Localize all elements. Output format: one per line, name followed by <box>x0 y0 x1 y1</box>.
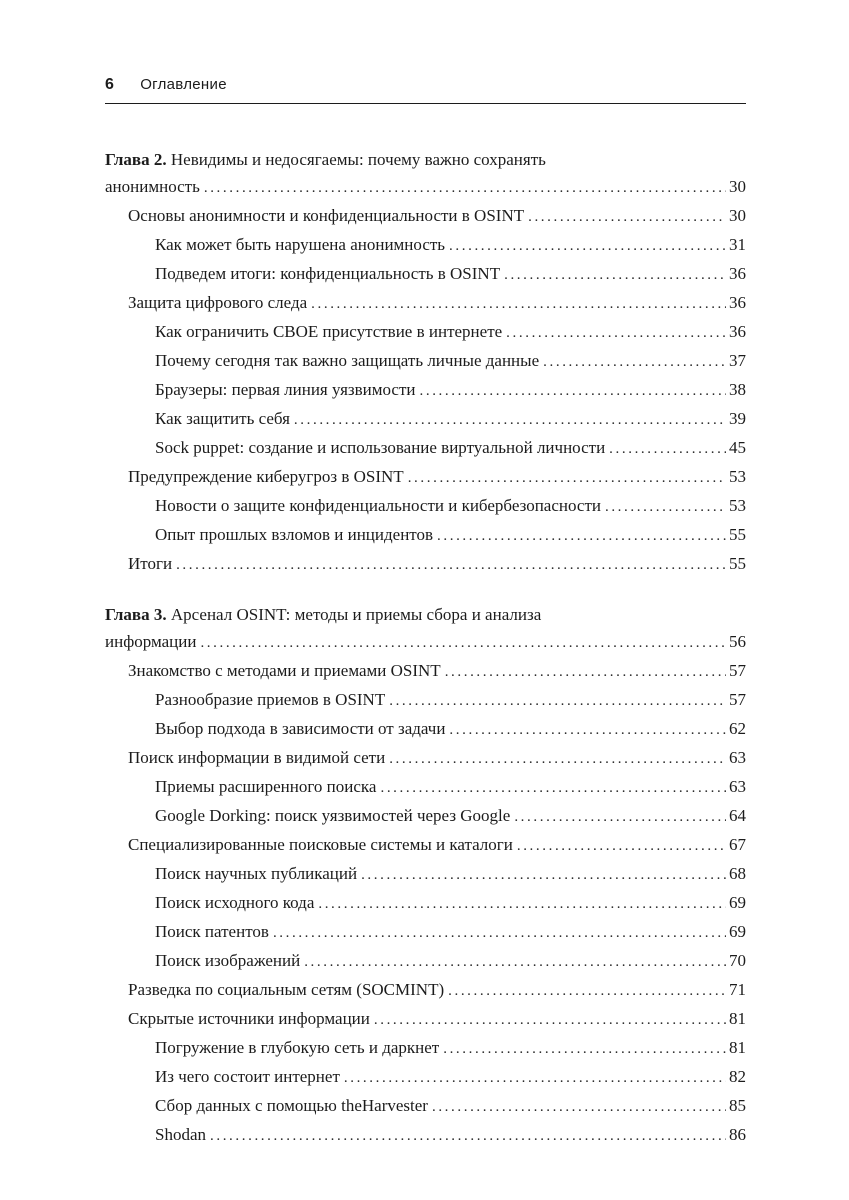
dot-leader <box>176 550 726 579</box>
dot-leader <box>210 1121 726 1150</box>
toc-entry-page: 30 <box>729 206 746 225</box>
dot-leader <box>374 1005 726 1034</box>
dot-leader <box>311 289 726 318</box>
toc-entry-text: Опыт прошлых взломов и инцидентов <box>155 525 434 544</box>
chapter-page-number: 30 <box>729 177 746 196</box>
toc-entry-page: 36 <box>729 264 746 283</box>
toc-entry-page: 63 <box>729 777 746 796</box>
toc-entry-page: 55 <box>729 525 746 544</box>
toc-entry <box>105 918 746 947</box>
toc-entry-text: Основы анонимности и конфиденциальности в OSINT <box>128 206 525 225</box>
toc-entry-text: Специализированные поисковые системы и каталоги <box>128 835 513 854</box>
toc-entry-text: Погружение в глубокую сеть и даркнет <box>155 1038 440 1057</box>
toc-entry-text: Приемы расширенного поиска <box>155 777 377 796</box>
dot-leader <box>204 173 726 202</box>
toc-entry <box>105 463 746 492</box>
toc-entry-text: Защита цифрового следа <box>128 293 308 312</box>
dot-leader <box>389 744 726 773</box>
toc-entry-page: 57 <box>729 661 746 680</box>
toc-entry <box>105 289 746 318</box>
chapter-entry-line <box>105 628 746 657</box>
dot-leader <box>445 657 726 686</box>
toc-entry-text: Из чего состоит интернет <box>155 1067 340 1086</box>
toc-entry <box>105 1005 746 1034</box>
dot-leader <box>449 715 726 744</box>
dot-leader <box>420 376 727 405</box>
toc-entry-page: 71 <box>729 980 746 999</box>
running-head-title: Оглавление <box>140 76 227 93</box>
toc-entry-page: 82 <box>729 1067 746 1086</box>
toc-entry <box>105 434 746 463</box>
toc-entry-page: 53 <box>729 496 746 515</box>
toc-entry <box>105 976 746 1005</box>
chapter-label: Глава 3. <box>105 605 167 624</box>
toc-entry-page: 31 <box>729 235 746 254</box>
dot-leader <box>380 773 726 802</box>
toc-entry <box>105 231 746 260</box>
dot-leader <box>528 202 726 231</box>
toc-entry-text: Поиск научных публикаций <box>155 864 358 883</box>
toc-entry <box>105 947 746 976</box>
toc-entry-text: Почему сегодня так важно защищать личные данные <box>155 351 540 370</box>
chapter-entry-line <box>105 173 746 202</box>
toc-entry-text: Google Dorking: поиск уязвимостей через Google <box>155 806 511 825</box>
toc-entry <box>105 260 746 289</box>
toc-entry-page: 39 <box>729 409 746 428</box>
toc-entry <box>105 715 746 744</box>
toc-entry-page: 36 <box>729 293 746 312</box>
toc-entry-text: Поиск информации в видимой сети <box>128 748 386 767</box>
toc-entry-text: Поиск патентов <box>155 922 269 941</box>
toc-entry <box>105 376 746 405</box>
toc-entry-text: Сбор данных с помощью theHarvester <box>155 1096 428 1115</box>
toc-entry-text: Поиск исходного кода <box>155 893 315 912</box>
toc-entry-page: 45 <box>729 438 746 457</box>
dot-leader <box>506 318 726 347</box>
toc-entry <box>105 1092 746 1121</box>
toc-entry-page: 55 <box>729 554 746 573</box>
chapter-title-text: анонимность <box>105 177 200 196</box>
dot-leader <box>517 831 726 860</box>
toc-entry <box>105 889 746 918</box>
chapter-title-text: информации <box>105 632 197 651</box>
toc-entry-text: Как ограничить СВОЕ присутствие в интернете <box>155 322 503 341</box>
toc-entry-page: 57 <box>729 690 746 709</box>
dot-leader <box>504 260 726 289</box>
dot-leader <box>273 918 726 947</box>
toc-entry-text: Shodan <box>155 1125 206 1144</box>
toc-entry-text: Как может быть нарушена анонимность <box>155 235 446 254</box>
toc-entry-page: 38 <box>729 380 746 399</box>
toc-entry-text: Разнообразие приемов в OSINT <box>155 690 386 709</box>
dot-leader <box>304 947 726 976</box>
page-content <box>105 76 746 1150</box>
toc-entry-text: Выбор подхода в зависимости от задачи <box>155 719 446 738</box>
toc-entry-text: Итоги <box>128 554 173 573</box>
toc-entry-page: 81 <box>729 1038 746 1057</box>
toc-entry-page: 81 <box>729 1009 746 1028</box>
toc-entry-page: 67 <box>729 835 746 854</box>
toc-entry-page: 53 <box>729 467 746 486</box>
toc-entry-text: Поиск изображений <box>155 951 301 970</box>
toc-entry <box>105 1034 746 1063</box>
dot-leader <box>437 521 726 550</box>
toc-entry <box>105 773 746 802</box>
toc-entry-page: 85 <box>729 1096 746 1115</box>
chapter-label: Глава 2. <box>105 150 167 169</box>
toc-entry-page: 70 <box>729 951 746 970</box>
dot-leader <box>408 463 726 492</box>
dot-leader <box>361 860 726 889</box>
toc-entry <box>105 550 746 579</box>
toc-entry <box>105 831 746 860</box>
header-rule <box>105 103 746 104</box>
toc-entry-page: 69 <box>729 922 746 941</box>
dot-leader <box>609 434 726 463</box>
toc-entry <box>105 405 746 434</box>
toc-entry <box>105 521 746 550</box>
dot-leader <box>448 976 726 1005</box>
toc-entry-page: 86 <box>729 1125 746 1144</box>
toc <box>105 146 746 1150</box>
toc-entry-page: 36 <box>729 322 746 341</box>
toc-entry-text: Скрытые источники информации <box>128 1009 370 1028</box>
toc-entry-text: Как защитить себя <box>155 409 290 428</box>
dot-leader <box>443 1034 726 1063</box>
dot-leader <box>543 347 726 376</box>
dot-leader <box>200 628 726 657</box>
toc-entry-page: 68 <box>729 864 746 883</box>
dot-leader <box>605 492 726 521</box>
toc-entry-text: Sock puppet: создание и использование виртуальной личности <box>155 438 606 457</box>
running-head <box>105 76 746 94</box>
toc-section <box>105 146 746 579</box>
toc-section <box>105 601 746 1150</box>
dot-leader <box>318 889 726 918</box>
toc-entry <box>105 657 746 686</box>
toc-entry <box>105 318 746 347</box>
toc-entry-text: Браузеры: первая линия уязвимости <box>155 380 416 399</box>
toc-entry-text: Разведка по социальным сетям (SOCMINT) <box>128 980 445 999</box>
dot-leader <box>514 802 726 831</box>
toc-entry <box>105 686 746 715</box>
toc-entry <box>105 1063 746 1092</box>
toc-entry-page: 69 <box>729 893 746 912</box>
toc-entry <box>105 347 746 376</box>
page-number: 6 <box>105 76 115 93</box>
toc-entry <box>105 802 746 831</box>
chapter-page-number: 56 <box>729 632 746 651</box>
dot-leader <box>389 686 726 715</box>
toc-entry <box>105 202 746 231</box>
chapter-title-line: Глава 3. Арсенал OSINT: методы и приемы сбора и анализа <box>105 605 542 624</box>
toc-entry-page: 63 <box>729 748 746 767</box>
toc-entry-text: Предупреждение киберугроз в OSINT <box>128 467 404 486</box>
toc-entry-text: Знакомство с методами и приемами OSINT <box>128 661 441 680</box>
dot-leader <box>432 1092 726 1121</box>
toc-entry <box>105 492 746 521</box>
toc-entry-text: Новости о защите конфиденциальности и кибербезопасности <box>155 496 601 515</box>
toc-entry-page: 64 <box>729 806 746 825</box>
toc-entry <box>105 744 746 773</box>
toc-entry-page: 37 <box>729 351 746 370</box>
chapter-title-line: Глава 2. Невидимы и недосягаемы: почему важно сохранять <box>105 150 546 169</box>
dot-leader <box>344 1063 726 1092</box>
dot-leader <box>449 231 726 260</box>
toc-entry-page: 62 <box>729 719 746 738</box>
dot-leader <box>294 405 726 434</box>
toc-entry <box>105 860 746 889</box>
toc-entry-text: Подведем итоги: конфиденциальность в OSINT <box>155 264 501 283</box>
toc-entry <box>105 1121 746 1150</box>
